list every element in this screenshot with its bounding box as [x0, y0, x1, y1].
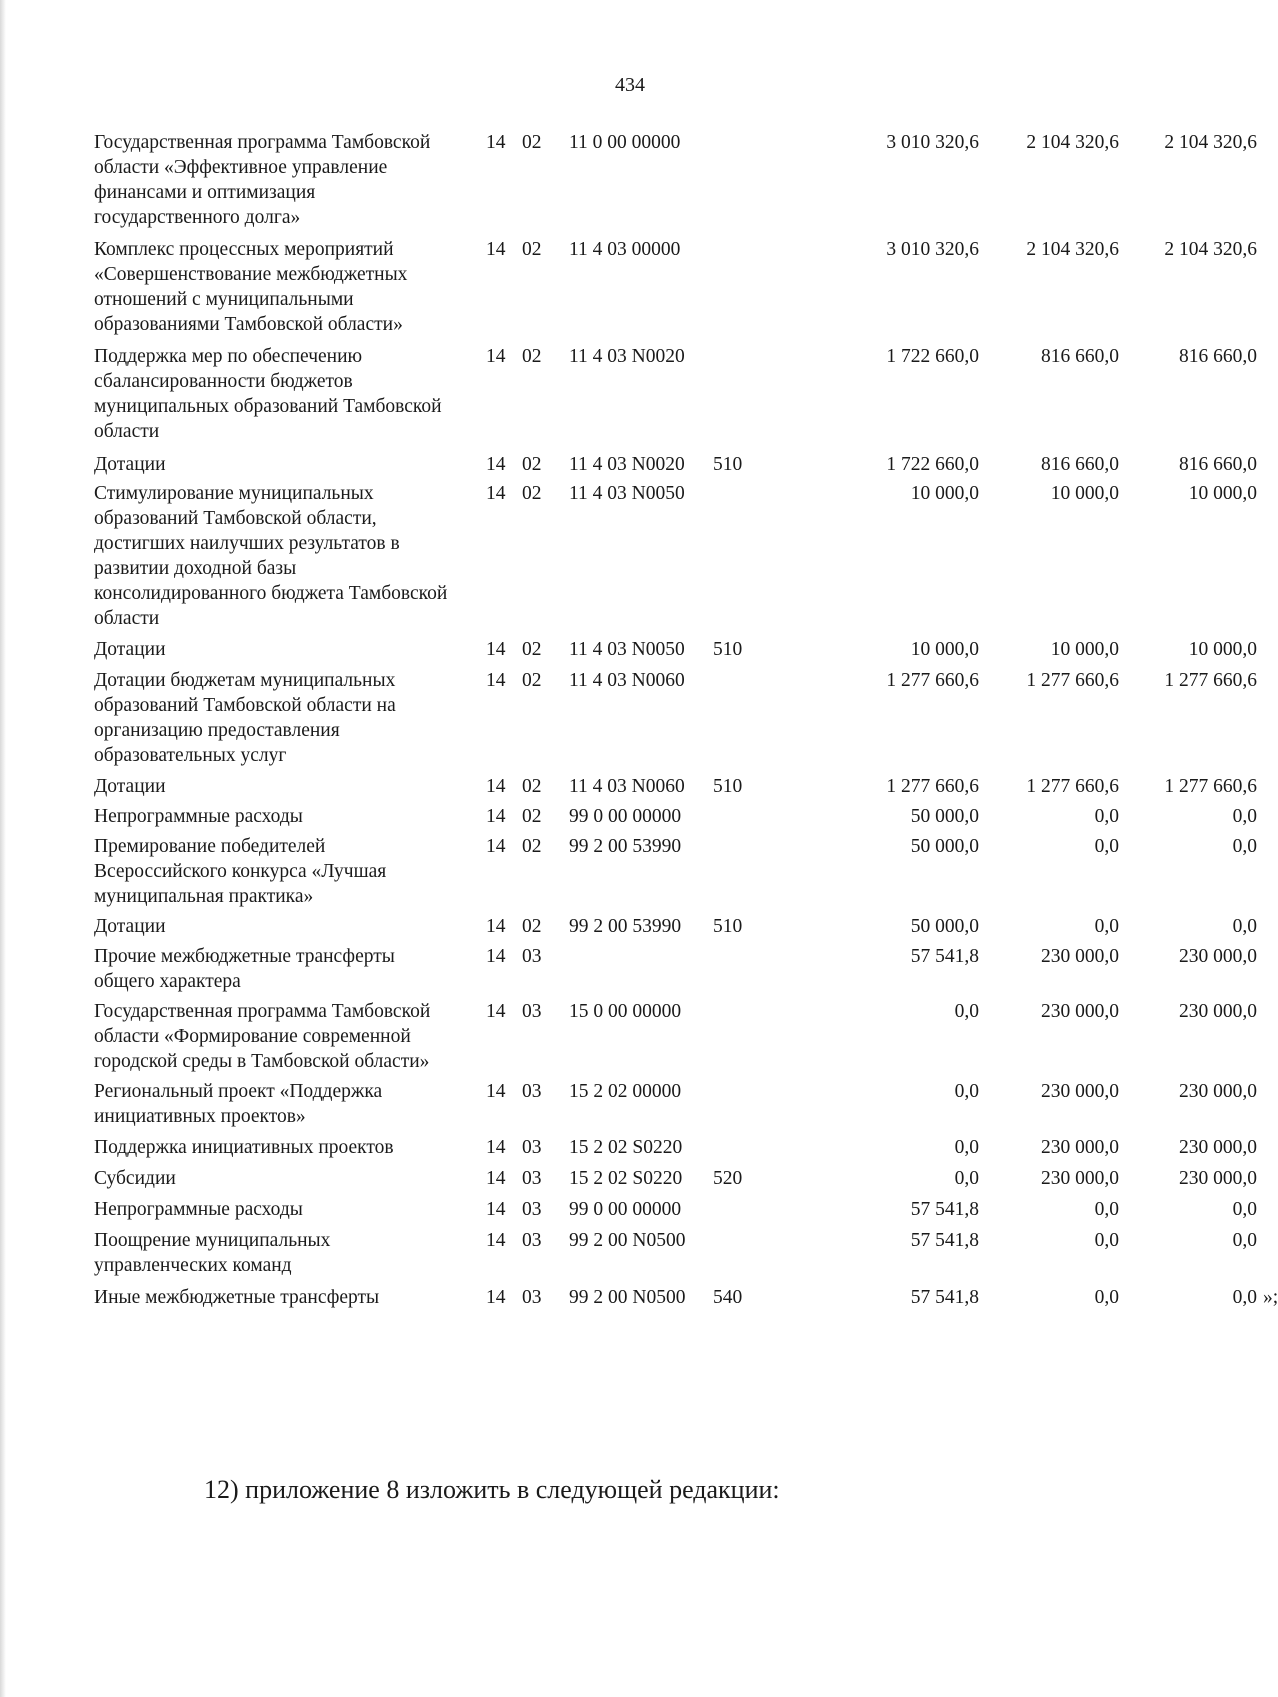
row-name: Поддержка инициативных проектов — [94, 1137, 394, 1158]
row-amount-year2: 816 660,0 — [1041, 454, 1119, 475]
row-section-code: 14 — [486, 1287, 506, 1308]
row-amount-year3: 1 277 660,6 — [1164, 670, 1257, 691]
table-row — [94, 130, 1257, 230]
row-amount-year1: 3 010 320,6 — [886, 132, 979, 153]
row-amount-year3: 10 000,0 — [1188, 639, 1257, 660]
row-amount-year3: 1 277 660,6 — [1164, 776, 1257, 797]
row-expense-type: 510 — [713, 639, 743, 660]
row-name: Непрограммные расходы — [94, 806, 303, 827]
row-target-article: 11 4 03 00000 — [569, 239, 681, 260]
table-row — [94, 1166, 1257, 1191]
row-section-code: 14 — [486, 346, 506, 367]
row-amount-year1: 0,0 — [954, 1001, 979, 1022]
table-row — [94, 834, 1257, 909]
table-row — [94, 668, 1257, 768]
row-subsection-code: 03 — [522, 1230, 542, 1251]
row-amount-year2: 0,0 — [1094, 836, 1119, 857]
row-section-code: 14 — [486, 916, 506, 937]
row-target-article: 11 4 03 N0060 — [569, 776, 685, 797]
row-amount-year2: 2 104 320,6 — [1026, 132, 1119, 153]
row-amount-year3: 0,0 — [1232, 916, 1257, 937]
row-amount-year3: 230 000,0 — [1179, 1001, 1257, 1022]
row-expense-type: 540 — [713, 1287, 743, 1308]
row-target-article: 15 2 02 S0220 — [569, 1137, 683, 1158]
row-amount-year3: 0,0 — [1232, 1230, 1257, 1251]
row-target-article: 15 0 00 00000 — [569, 1001, 682, 1022]
row-amount-year2: 0,0 — [1094, 916, 1119, 937]
row-amount-year2: 230 000,0 — [1041, 1001, 1119, 1022]
row-amount-year2: 10 000,0 — [1050, 639, 1119, 660]
row-name: Поддержка мер по обеспечению сбалансированности бюджетов муниципальных образований Тамбовской области — [94, 346, 442, 442]
row-amount-year3: 230 000,0 — [1179, 1137, 1257, 1158]
row-amount-year3: 10 000,0 — [1188, 483, 1257, 504]
row-section-code: 14 — [486, 239, 506, 260]
row-section-code: 14 — [486, 1199, 506, 1220]
row-section-code: 14 — [486, 806, 506, 827]
row-amount-year3: 230 000,0 — [1179, 1168, 1257, 1189]
row-name: Поощрение муниципальных управленческих команд — [94, 1230, 331, 1276]
row-amount-year2: 0,0 — [1094, 1287, 1119, 1308]
page-number: 434 — [615, 74, 645, 96]
row-subsection-code: 02 — [522, 239, 542, 260]
table-row — [94, 637, 1257, 662]
table-row — [94, 452, 1257, 477]
row-amount-year1: 50 000,0 — [910, 806, 979, 827]
table-row — [94, 1135, 1257, 1160]
row-target-article: 15 2 02 S0220 — [569, 1168, 683, 1189]
scan-edge — [0, 0, 6, 1697]
row-amount-year3: 816 660,0 — [1179, 454, 1257, 475]
row-subsection-code: 03 — [522, 1081, 542, 1102]
row-name: Прочие межбюджетные трансферты общего характера — [94, 946, 395, 992]
row-target-article: 99 0 00 00000 — [569, 1199, 682, 1220]
row-name: Государственная программа Тамбовской области «Формирование современной городской среды в Тамбовской области» — [94, 1001, 431, 1072]
row-target-article: 99 2 00 53990 — [569, 916, 682, 937]
table-row — [94, 804, 1257, 829]
row-amount-year1: 57 541,8 — [910, 1230, 979, 1251]
row-name: Непрограммные расходы — [94, 1199, 303, 1220]
row-amount-year1: 57 541,8 — [910, 1287, 979, 1308]
table-row — [94, 1197, 1257, 1222]
table-row — [94, 1079, 1257, 1129]
row-amount-year1: 1 722 660,0 — [886, 454, 979, 475]
row-closing-quote: »; — [1263, 1287, 1278, 1308]
row-subsection-code: 03 — [522, 1001, 542, 1022]
row-subsection-code: 02 — [522, 670, 542, 691]
row-expense-type: 520 — [713, 1168, 743, 1189]
row-section-code: 14 — [486, 483, 506, 504]
row-section-code: 14 — [486, 670, 506, 691]
row-target-article: 99 2 00 N0500 — [569, 1287, 686, 1308]
row-subsection-code: 02 — [522, 132, 542, 153]
row-amount-year1: 10 000,0 — [910, 483, 979, 504]
table-row — [94, 999, 1257, 1074]
row-amount-year1: 50 000,0 — [910, 916, 979, 937]
row-amount-year2: 1 277 660,6 — [1026, 776, 1119, 797]
row-expense-type: 510 — [713, 454, 743, 475]
row-subsection-code: 03 — [522, 1199, 542, 1220]
row-subsection-code: 02 — [522, 806, 542, 827]
closing-paragraph: 12) приложение 8 изложить в следующей редакции: — [204, 1475, 780, 1504]
row-target-article: 11 4 03 N0060 — [569, 670, 685, 691]
row-section-code: 14 — [486, 836, 506, 857]
row-amount-year3: 0,0 — [1232, 1287, 1257, 1308]
row-section-code: 14 — [486, 1001, 506, 1022]
table-row — [94, 944, 1257, 994]
row-subsection-code: 03 — [522, 1287, 542, 1308]
row-amount-year2: 230 000,0 — [1041, 1168, 1119, 1189]
row-amount-year2: 0,0 — [1094, 806, 1119, 827]
table-row — [94, 481, 1257, 631]
row-amount-year3: 2 104 320,6 — [1164, 132, 1257, 153]
row-subsection-code: 02 — [522, 346, 542, 367]
row-target-article: 99 2 00 N0500 — [569, 1230, 686, 1251]
row-subsection-code: 02 — [522, 776, 542, 797]
row-subsection-code: 02 — [522, 639, 542, 660]
row-amount-year2: 230 000,0 — [1041, 946, 1119, 967]
row-name: Иные межбюджетные трансферты — [94, 1287, 380, 1308]
row-amount-year3: 230 000,0 — [1179, 1081, 1257, 1102]
row-section-code: 14 — [486, 946, 506, 967]
row-target-article: 11 4 03 N0020 — [569, 346, 685, 367]
row-amount-year3: 2 104 320,6 — [1164, 239, 1257, 260]
row-amount-year1: 0,0 — [954, 1168, 979, 1189]
row-section-code: 14 — [486, 639, 506, 660]
row-subsection-code: 03 — [522, 946, 542, 967]
row-name: Дотации — [94, 916, 166, 937]
row-amount-year1: 10 000,0 — [910, 639, 979, 660]
row-name: Дотации — [94, 776, 166, 797]
row-amount-year1: 57 541,8 — [910, 946, 979, 967]
row-target-article: 99 2 00 53990 — [569, 836, 682, 857]
row-subsection-code: 02 — [522, 483, 542, 504]
row-subsection-code: 03 — [522, 1168, 542, 1189]
row-subsection-code: 02 — [522, 916, 542, 937]
row-name: Субсидии — [94, 1168, 176, 1189]
table-row — [94, 914, 1257, 939]
row-amount-year1: 1 277 660,6 — [886, 670, 979, 691]
row-amount-year2: 816 660,0 — [1041, 346, 1119, 367]
table-row — [94, 1285, 1278, 1310]
row-target-article: 15 2 02 00000 — [569, 1081, 682, 1102]
row-amount-year1: 0,0 — [954, 1137, 979, 1158]
row-expense-type: 510 — [713, 916, 743, 937]
row-amount-year3: 0,0 — [1232, 836, 1257, 857]
row-amount-year2: 230 000,0 — [1041, 1137, 1119, 1158]
row-expense-type: 510 — [713, 776, 743, 797]
row-amount-year2: 1 277 660,6 — [1026, 670, 1119, 691]
row-target-article: 11 4 03 N0050 — [569, 639, 685, 660]
row-amount-year2: 0,0 — [1094, 1199, 1119, 1220]
row-amount-year3: 0,0 — [1232, 806, 1257, 827]
row-amount-year2: 2 104 320,6 — [1026, 239, 1119, 260]
row-name: Премирование победителей Всероссийского конкурса «Лучшая муниципальная практика» — [94, 836, 387, 907]
row-subsection-code: 03 — [522, 1137, 542, 1158]
row-amount-year1: 1 277 660,6 — [886, 776, 979, 797]
row-amount-year2: 0,0 — [1094, 1230, 1119, 1251]
row-name: Стимулирование муниципальных образований Тамбовской области, достигших наилучших результатов в развитии доходной базы консолидированного бюджета Тамбовской области — [94, 483, 448, 629]
row-name: Региональный проект «Поддержка инициативных проектов» — [94, 1081, 383, 1127]
table-row — [94, 774, 1257, 799]
row-subsection-code: 02 — [522, 454, 542, 475]
row-name: Дотации бюджетам муниципальных образований Тамбовской области на организацию предоставления образовательных услуг — [94, 670, 396, 766]
table-row — [94, 1228, 1257, 1278]
row-subsection-code: 02 — [522, 836, 542, 857]
row-name: Государственная программа Тамбовской области «Эффективное управление финансами и оптимизация государственного долга» — [94, 132, 431, 228]
budget-table — [94, 130, 1278, 1310]
row-amount-year3: 0,0 — [1232, 1199, 1257, 1220]
row-name: Дотации — [94, 639, 166, 660]
row-amount-year2: 230 000,0 — [1041, 1081, 1119, 1102]
row-amount-year3: 816 660,0 — [1179, 346, 1257, 367]
row-section-code: 14 — [486, 1168, 506, 1189]
row-target-article: 11 4 03 N0020 — [569, 454, 685, 475]
row-amount-year1: 1 722 660,0 — [886, 346, 979, 367]
row-section-code: 14 — [486, 454, 506, 475]
row-section-code: 14 — [486, 1230, 506, 1251]
row-target-article: 11 4 03 N0050 — [569, 483, 685, 504]
row-section-code: 14 — [486, 1137, 506, 1158]
row-section-code: 14 — [486, 776, 506, 797]
row-section-code: 14 — [486, 132, 506, 153]
row-amount-year1: 3 010 320,6 — [886, 239, 979, 260]
row-amount-year1: 0,0 — [954, 1081, 979, 1102]
row-section-code: 14 — [486, 1081, 506, 1102]
row-target-article: 11 0 00 00000 — [569, 132, 681, 153]
table-row — [94, 237, 1257, 337]
row-amount-year3: 230 000,0 — [1179, 946, 1257, 967]
row-name: Комплекс процессных мероприятий «Совершенствование межбюджетных отношений с муниципальными образованиями Тамбовской области» — [94, 239, 408, 335]
table-row — [94, 344, 1257, 444]
row-amount-year1: 50 000,0 — [910, 836, 979, 857]
row-amount-year2: 10 000,0 — [1050, 483, 1119, 504]
row-target-article: 99 0 00 00000 — [569, 806, 682, 827]
row-amount-year1: 57 541,8 — [910, 1199, 979, 1220]
row-name: Дотации — [94, 454, 166, 475]
